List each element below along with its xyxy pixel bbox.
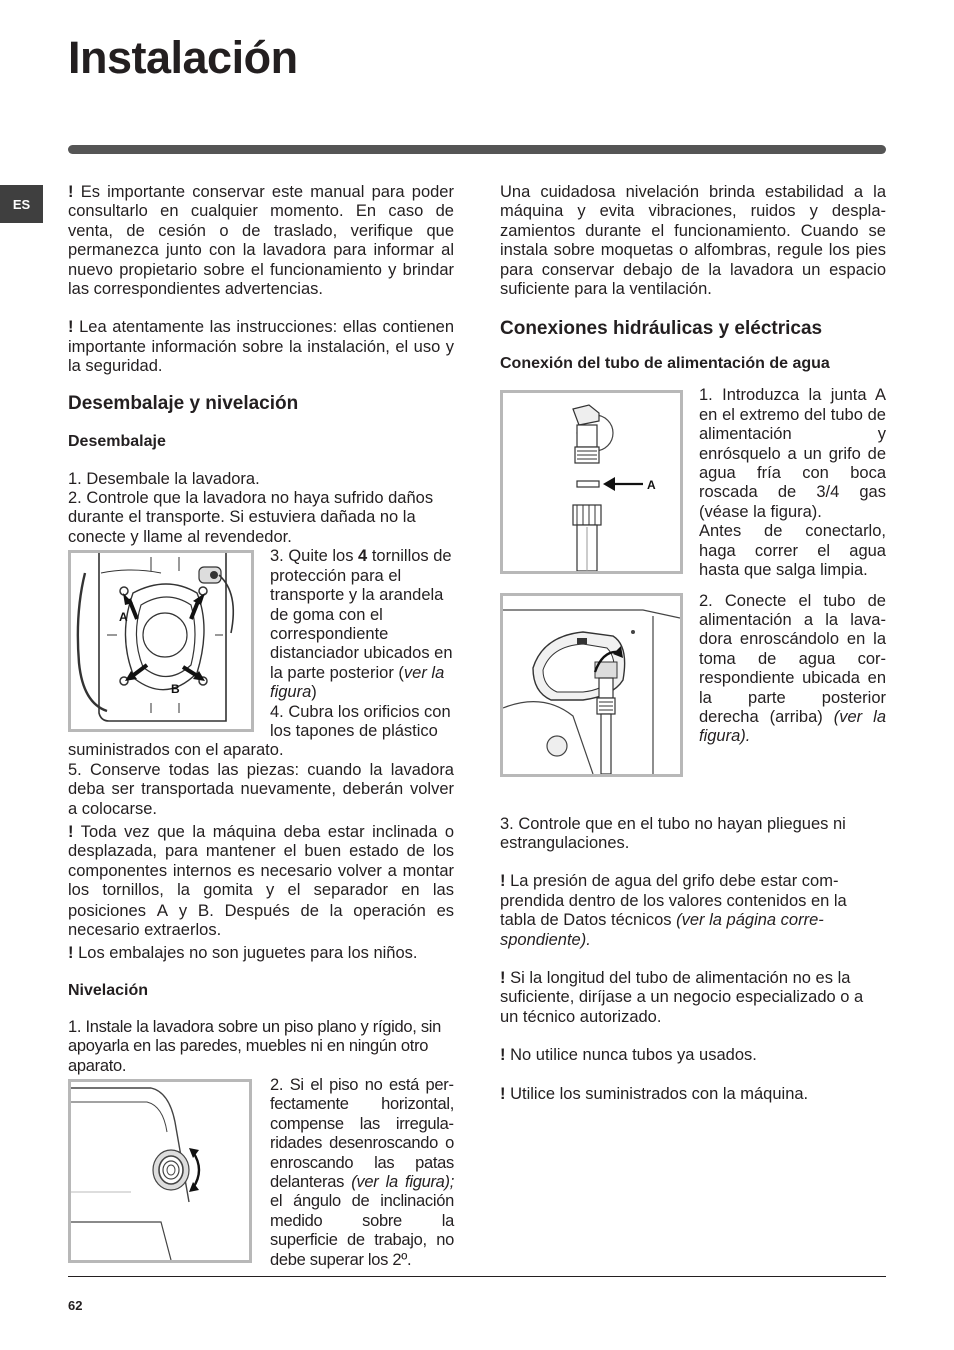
step-2: 2. Controle que la lavadora no haya sufrido daños durante el transporte. Si estuviera dañada no la conecte y llame al revendedor. bbox=[68, 489, 434, 546]
heading-nivelacion: Nivelación bbox=[68, 981, 149, 999]
leveling-foot-illustration bbox=[71, 1082, 249, 1260]
figure-hose-connection bbox=[500, 593, 683, 777]
left-column bbox=[68, 183, 454, 1270]
heading-conexiones: Conexiones hidráulicas y eléctricas bbox=[500, 318, 823, 340]
right-column bbox=[500, 183, 886, 1104]
warning-read: ! Lea atentamente las instrucciones: ellas contienen importante información sobre la instalación, el uso y la seguridad. bbox=[68, 318, 454, 376]
figure-hose-gasket bbox=[500, 390, 683, 574]
connect-step-1: 1. Introduzca la junta A en el extremo del tubo de alimentación y enrósquelo a un grifo de agua fría con boca roscada de 3/4 gas (véase la figura). bbox=[699, 386, 886, 521]
warning-move: ! Toda vez que la máquina deba estar inclinada o desplazada, para mantener el buen estado de los componentes internos es necesario volver a montar los tornillos, la gomita y el separador en las posiciones A y B. Después de la operación es necesario extraerlos. bbox=[68, 822, 454, 939]
fig-label-a: A bbox=[119, 610, 128, 625]
warning-icon: ! bbox=[68, 944, 74, 963]
warning-icon: ! bbox=[500, 968, 506, 987]
heading-desembalaje: Desembalaje bbox=[68, 432, 166, 450]
footer-divider bbox=[68, 1276, 886, 1277]
step-4: 4. Cubra los orificios con los tapones de plástico suministrados con el aparato. bbox=[68, 702, 451, 760]
figure-leveling-foot bbox=[68, 1079, 252, 1263]
fig-label-a: A bbox=[647, 478, 656, 493]
figure-rear-screws bbox=[68, 550, 254, 732]
warning-used-hoses: ! No utilice nunca tubos ya usados. bbox=[500, 1046, 757, 1065]
warning-icon: ! bbox=[500, 1046, 506, 1065]
warning-icon: ! bbox=[500, 1084, 506, 1103]
language-tab: ES bbox=[0, 185, 43, 223]
heading-conexion-tubo: Conexión del tubo de alimentación de agua bbox=[500, 355, 830, 373]
heading-desembalaje-nivelacion: Desembalaje y nivelación bbox=[68, 392, 299, 414]
warning-manual: ! Es importante conservar este manual para poder consultarlo en cualquier momento. En caso de venta, de cesión o de traslado, verifique que permanezca junto con la lavadora para informar al nuevo propietario sobre el funcionamiento y brindar las correspondientes advertencias. bbox=[68, 183, 454, 299]
step-3: 3. Quite los 4 tornillos de protección para el transporte y la arandela de goma con el correspondiente distanciador ubicados en la parte posterior (ver la figura) bbox=[270, 547, 453, 702]
warning-supplied-hoses: ! Utilice los suministrados con la máquina. bbox=[500, 1084, 809, 1103]
step-5: 5. Conserve todas las piezas: cuando la lavadora deba ser transportada nuevamente, deberán volver a colocarse. bbox=[68, 760, 454, 818]
hose-connection-illustration bbox=[503, 596, 680, 774]
warning-packaging: ! Los embalajes no son juguetes para los niños. bbox=[68, 944, 418, 963]
warning-icon: ! bbox=[68, 318, 74, 337]
page-title: Instalación bbox=[68, 32, 298, 83]
level-step-1: 1. Instale la lavadora sobre un piso plano y rígido, sin apoyarla en las paredes, muebles ni en ningún otro aparato. bbox=[68, 1017, 442, 1075]
warning-icon: ! bbox=[68, 822, 74, 841]
leveling-note: Una cuidadosa nivelación brinda estabilidad a la máquina y evita vibraciones, ruidos y desplazamientos durante el funcionamiento. Cuando se instala sobre moquetas o alfombras, regule los pies para conservar debajo de la lavadora un espacio suficiente para la ventilación. bbox=[500, 183, 886, 299]
step-1: 1. Desembale la lavadora. bbox=[68, 469, 260, 488]
fig-label-b: B bbox=[171, 682, 180, 697]
washer-rear-illustration bbox=[71, 553, 251, 729]
warning-pressure: ! La presión de agua del grifo debe estar comprendida dentro de los valores contenidos en la tabla de Datos técnicos (ver la página correspondiente). bbox=[500, 872, 847, 949]
connect-step-1b: Antes de conectarlo, haga correr el agua hasta que salga limpia. bbox=[699, 522, 886, 580]
warning-icon: ! bbox=[68, 183, 74, 201]
warning-icon: ! bbox=[500, 872, 506, 891]
hose-gasket-illustration bbox=[503, 393, 680, 571]
warning-hose-length: ! Si la longitud del tubo de alimentación no es la suficiente, diríjase a un negocio especializado o a un técnico autorizado. bbox=[500, 968, 864, 1026]
level-step-2: 2. Si el piso no está perfectamente horizontal, compense las irregularidades desenroscando o enroscando las patas delanteras (ver la figura); el ángulo de inclinación medido sobre la superficie de trabajo, no debe superar los 2º. bbox=[270, 1076, 454, 1269]
page-number: 62 bbox=[68, 1298, 83, 1313]
connect-step-2: 2. Conecte el tubo de alimentación a la lavadora enroscándolo en la toma de agua correspondiente ubicada en la parte posterior derecha (arriba) (ver la figura). bbox=[699, 591, 886, 746]
title-divider bbox=[68, 145, 886, 154]
connect-step-3: 3. Controle que en el tubo no hayan pliegues ni estrangulaciones. bbox=[500, 814, 846, 852]
